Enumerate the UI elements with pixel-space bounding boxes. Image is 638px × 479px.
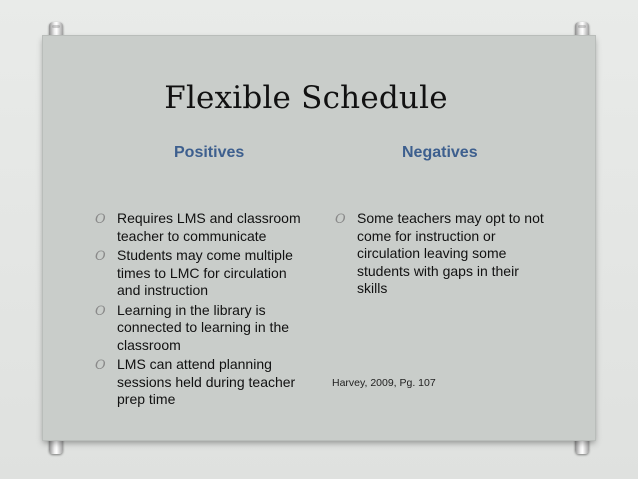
list-item <box>95 247 313 300</box>
bullet-icon: O <box>95 212 106 227</box>
negatives-list <box>335 210 550 298</box>
bullet-text: Learning in the library is connected to learning in the classroom <box>117 301 290 353</box>
list-item <box>95 356 313 409</box>
list-item <box>95 210 313 245</box>
list-item <box>335 210 550 298</box>
list-item <box>95 302 313 355</box>
bullet-icon: O <box>95 303 106 319</box>
bullet-icon: O <box>335 212 346 227</box>
bullet-icon: O <box>95 249 106 264</box>
bullet-text: Requires LMS and classroom teacher to communicate <box>117 210 301 244</box>
citation: Harvey, 2009, Pg. 107 <box>332 377 436 389</box>
bullet-text: LMS can attend planning sessions held during teacher prep time <box>117 356 296 407</box>
slide-title: Flexible Schedule <box>164 80 448 116</box>
positives-list <box>95 210 313 411</box>
bullet-text: Some teachers may opt to not come for instruction or circulation leaving some students with gaps in their skills <box>357 210 544 296</box>
bullet-icon: O <box>95 358 106 373</box>
positives-heading: Positives <box>174 144 245 161</box>
bullet-text: Students may come multiple times to LMC for circulation and instruction <box>117 247 293 298</box>
negatives-heading: Negatives <box>402 144 478 161</box>
